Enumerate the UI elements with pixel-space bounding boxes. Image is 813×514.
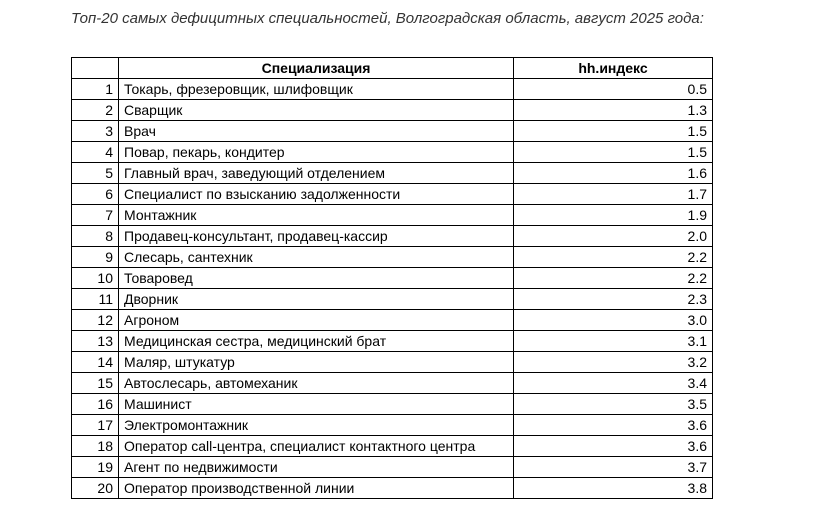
deficit-specialties-table bbox=[71, 57, 713, 499]
row-specialization: Слесарь, сантехник bbox=[119, 247, 514, 268]
row-specialization: Автослесарь, автомеханик bbox=[119, 373, 514, 394]
table-row bbox=[72, 268, 713, 289]
row-specialization: Медицинская сестра, медицинский брат bbox=[119, 331, 514, 352]
row-hh-index: 3.8 bbox=[514, 478, 713, 499]
row-specialization: Врач bbox=[119, 121, 514, 142]
table-row bbox=[72, 205, 713, 226]
row-specialization: Сварщик bbox=[119, 100, 514, 121]
row-specialization: Оператор call-центра, специалист контактного центра bbox=[119, 436, 514, 457]
row-specialization: Оператор производственной линии bbox=[119, 478, 514, 499]
row-number: 11 bbox=[72, 289, 119, 310]
row-specialization: Агент по недвижимости bbox=[119, 457, 514, 478]
table-row bbox=[72, 394, 713, 415]
row-specialization: Токарь, фрезеровщик, шлифовщик bbox=[119, 79, 514, 100]
table-row bbox=[72, 331, 713, 352]
row-number: 9 bbox=[72, 247, 119, 268]
row-hh-index: 2.2 bbox=[514, 268, 713, 289]
table-header-row bbox=[72, 58, 713, 79]
row-hh-index: 3.0 bbox=[514, 310, 713, 331]
row-number: 8 bbox=[72, 226, 119, 247]
row-hh-index: 3.4 bbox=[514, 373, 713, 394]
table-row bbox=[72, 79, 713, 100]
row-hh-index: 3.6 bbox=[514, 436, 713, 457]
row-specialization: Маляр, штукатур bbox=[119, 352, 514, 373]
row-hh-index: 3.7 bbox=[514, 457, 713, 478]
row-number: 5 bbox=[72, 163, 119, 184]
row-specialization: Повар, пекарь, кондитер bbox=[119, 142, 514, 163]
row-hh-index: 1.5 bbox=[514, 142, 713, 163]
row-specialization: Электромонтажник bbox=[119, 415, 514, 436]
row-number: 12 bbox=[72, 310, 119, 331]
row-hh-index: 0.5 bbox=[514, 79, 713, 100]
row-hh-index: 1.5 bbox=[514, 121, 713, 142]
header-number bbox=[72, 58, 119, 79]
row-number: 15 bbox=[72, 373, 119, 394]
row-hh-index: 3.5 bbox=[514, 394, 713, 415]
table-row bbox=[72, 289, 713, 310]
table-row bbox=[72, 352, 713, 373]
table-row bbox=[72, 457, 713, 478]
row-number: 7 bbox=[72, 205, 119, 226]
row-specialization: Агроном bbox=[119, 310, 514, 331]
row-number: 19 bbox=[72, 457, 119, 478]
table-row bbox=[72, 142, 713, 163]
row-number: 20 bbox=[72, 478, 119, 499]
row-hh-index: 3.1 bbox=[514, 331, 713, 352]
row-number: 6 bbox=[72, 184, 119, 205]
row-number: 2 bbox=[72, 100, 119, 121]
row-hh-index: 3.2 bbox=[514, 352, 713, 373]
row-hh-index: 2.2 bbox=[514, 247, 713, 268]
table-caption: Топ-20 самых дефицитных специальностей, Волгоградская область, август 2025 года: bbox=[71, 10, 704, 27]
row-specialization: Машинист bbox=[119, 394, 514, 415]
row-hh-index: 3.6 bbox=[514, 415, 713, 436]
table-row bbox=[72, 121, 713, 142]
row-number: 4 bbox=[72, 142, 119, 163]
table-row bbox=[72, 247, 713, 268]
table-row bbox=[72, 373, 713, 394]
table-row bbox=[72, 415, 713, 436]
row-hh-index: 1.3 bbox=[514, 100, 713, 121]
row-hh-index: 2.3 bbox=[514, 289, 713, 310]
row-hh-index: 1.9 bbox=[514, 205, 713, 226]
row-number: 1 bbox=[72, 79, 119, 100]
row-specialization: Монтажник bbox=[119, 205, 514, 226]
row-number: 14 bbox=[72, 352, 119, 373]
table-row bbox=[72, 478, 713, 499]
header-hh-index: hh.индекс bbox=[514, 58, 713, 79]
row-specialization: Продавец-консультант, продавец-кассир bbox=[119, 226, 514, 247]
row-number: 10 bbox=[72, 268, 119, 289]
row-specialization: Товаровед bbox=[119, 268, 514, 289]
row-number: 3 bbox=[72, 121, 119, 142]
row-specialization: Дворник bbox=[119, 289, 514, 310]
table-row bbox=[72, 436, 713, 457]
row-specialization: Главный врач, заведующий отделением bbox=[119, 163, 514, 184]
row-number: 13 bbox=[72, 331, 119, 352]
row-number: 17 bbox=[72, 415, 119, 436]
table-row bbox=[72, 226, 713, 247]
row-specialization: Специалист по взысканию задолженности bbox=[119, 184, 514, 205]
header-specialization: Специализация bbox=[119, 58, 514, 79]
row-number: 18 bbox=[72, 436, 119, 457]
row-hh-index: 1.7 bbox=[514, 184, 713, 205]
row-hh-index: 2.0 bbox=[514, 226, 713, 247]
table-body bbox=[72, 79, 713, 499]
row-number: 16 bbox=[72, 394, 119, 415]
row-hh-index: 1.6 bbox=[514, 163, 713, 184]
table-row bbox=[72, 100, 713, 121]
table-row bbox=[72, 184, 713, 205]
table-row bbox=[72, 310, 713, 331]
table-row bbox=[72, 163, 713, 184]
